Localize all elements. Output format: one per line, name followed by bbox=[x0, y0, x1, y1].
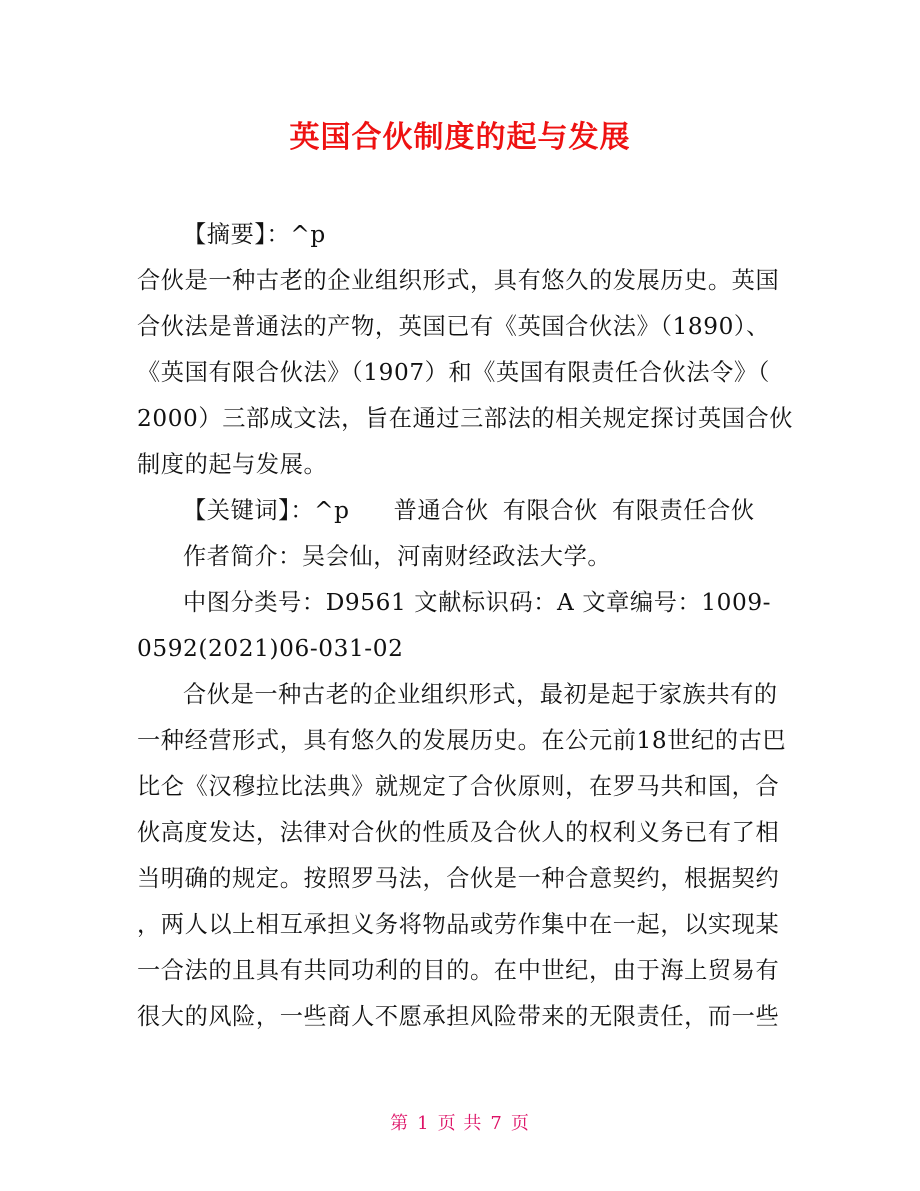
document-body bbox=[137, 212, 794, 1040]
footer-suffix: 页 bbox=[510, 1113, 530, 1134]
abstract-label: 【摘要】：^p bbox=[183, 221, 326, 248]
author-line: 作者简介：吴会仙，河南财经政法大学。 bbox=[183, 543, 612, 570]
abstract-line: 制度的起与发展。 bbox=[137, 451, 328, 478]
abstract-line: 合伙是一种古老的企业组织形式，具有悠久的发展历史。英国 bbox=[137, 267, 780, 294]
page-footer bbox=[0, 1110, 920, 1138]
footer-middle: 页 共 bbox=[437, 1113, 483, 1134]
classification-line: 0592(2021)06-031-02 bbox=[137, 635, 404, 662]
footer-total-pages: 7 bbox=[490, 1113, 503, 1134]
keyword: 普通合伙 bbox=[393, 497, 489, 524]
document-title: 英国合伙制度的起与发展 bbox=[289, 120, 631, 155]
abstract-line: 2000）三部成文法，旨在通过三部法的相关规定探讨英国合伙 bbox=[137, 405, 794, 432]
footer-page-number: 1 bbox=[417, 1113, 430, 1134]
body-line: ，两人以上相互承担义务将物品或劳作集中在一起，以实现某 bbox=[137, 911, 780, 938]
body-line: 比仑《汉穆拉比法典》就规定了合伙原则，在罗马共和国，合 bbox=[137, 773, 780, 800]
body-line: 合伙是一种古老的企业组织形式，最初是起于家族共有的 bbox=[183, 681, 778, 708]
classification-line: 中图分类号：D9561 文献标识码：A 文章编号：1009- bbox=[183, 589, 772, 616]
keyword: 有限合伙 bbox=[502, 497, 598, 524]
body-line: 一种经营形式，具有悠久的发展历史。在公元前18世纪的古巴 bbox=[137, 727, 787, 754]
body-line: 很大的风险，一些商人不愿承担风险带来的无限责任，而一些 bbox=[137, 1003, 780, 1030]
body-line: 当明确的规定。按照罗马法，合伙是一种合意契约，根据契约 bbox=[137, 865, 780, 892]
keywords-label: 【关键词】：^p bbox=[183, 497, 350, 524]
keywords-line bbox=[137, 488, 785, 534]
body-line: 伙高度发达，法律对合伙的性质及合伙人的权利义务已有了相 bbox=[137, 819, 780, 846]
keyword: 有限责任合伙 bbox=[611, 497, 755, 524]
body-line: 一合法的且具有共同功利的目的。在中世纪，由于海上贸易有 bbox=[137, 957, 780, 984]
footer-prefix: 第 bbox=[390, 1113, 410, 1134]
abstract-line: 合伙法是普通法的产物，英国已有《英国合伙法》（1890）、 bbox=[137, 313, 770, 340]
abstract-line: 《英国有限合伙法》（1907）和《英国有限责任合伙法令》（ bbox=[137, 359, 770, 386]
